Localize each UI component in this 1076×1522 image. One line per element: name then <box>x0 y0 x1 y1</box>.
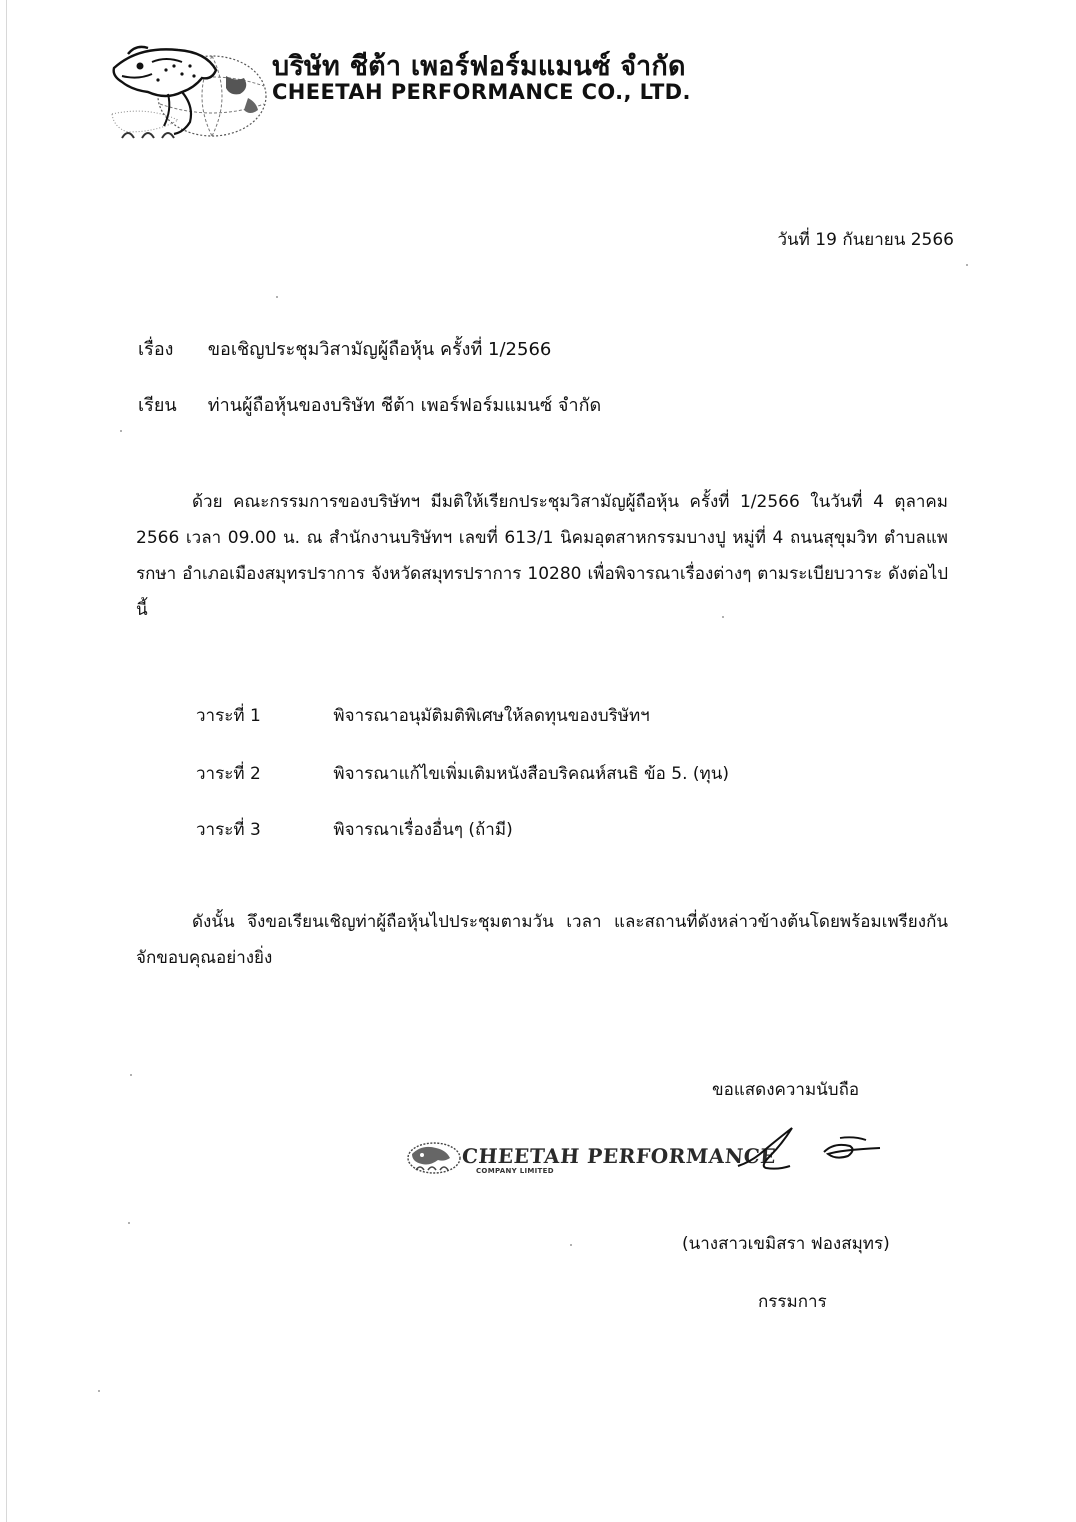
page-edge <box>6 0 7 1522</box>
subject-line <box>138 334 551 363</box>
cheetah-globe-logo-icon <box>108 36 268 140</box>
closing-salutation: ขอแสดงความนับถือ <box>712 1080 860 1100</box>
agenda-text: พิจารณาอนุมัติมติพิเศษให้ลดทุนของบริษัทฯ <box>333 706 650 726</box>
agenda-text: พิจารณาเรื่องอื่นๆ (ถ้ามี) <box>333 820 513 840</box>
subject-text: ขอเชิญประชุมวิสามัญผู้ถือหุ้น ครั้งที่ 1/2566 <box>207 339 552 360</box>
company-stamp-icon <box>404 1140 464 1176</box>
agenda-text: พิจารณาแก้ไขเพิ่มเติมหนังสือบริคณห์สนธิ ข้อ 5. (ทุน) <box>333 764 729 784</box>
stamp-company-subtitle: COMPANY LIMITED <box>476 1167 554 1175</box>
stamp-company-name: CHEETAH PERFORMANCE <box>461 1144 777 1168</box>
scan-speck <box>130 1074 132 1076</box>
scan-speck <box>276 296 278 298</box>
company-name-english: CHEETAH PERFORMANCE CO., LTD. <box>272 80 691 104</box>
scan-speck <box>570 1244 572 1246</box>
recipient-line <box>138 390 601 419</box>
recipient-text: ท่านผู้ถือหุ้นของบริษัท ชีต้า เพอร์ฟอร์มแมนซ์ จำกัด <box>207 395 602 416</box>
signer-position: กรรมการ <box>758 1292 827 1312</box>
scan-speck <box>120 430 122 432</box>
letter-date: วันที่ 19 กันยายน 2566 <box>777 230 954 250</box>
scan-speck <box>966 264 968 266</box>
body-paragraph-closing: ดังนั้น จึงขอเรียนเชิญท่าผู้ถือหุ้นไปประชุมตามวัน เวลา และสถานที่ดังหล่าวข้างต้นโดยพร้อมเพรียงกัน จักขอบคุณอย่างยิ่ง <box>136 912 948 968</box>
scan-speck <box>98 1390 100 1392</box>
agenda-item <box>196 816 513 843</box>
scan-speck <box>722 616 724 618</box>
agenda-item <box>196 702 650 729</box>
body-paragraph-invitation: ด้วย คณะกรรมการของบริษัทฯ มีมติให้เรียกประชุมวิสามัญผู้ถือหุ้น ครั้งที่ 1/2566 ในวันที่ 4 ตุลาคม 2566 เวลา 09.00 น. ณ สำนักงานบริษัทฯ เลขที่ 613/1 นิคมอุตสาหกรรมบางปู หมู่ที่ 4 ถนนสุขุมวิท ตำบลแพรกษา อำเภอเมืองสมุทรปราการ จังหวัดสมุทรปราการ 10280 เพื่อพิจารณาเรื่องต่างๆ ตามระเบียบวาระ ดังต่อไปนี้ <box>136 492 948 620</box>
agenda-number: วาระที่ 1 <box>196 706 261 726</box>
handwritten-signature-icon <box>730 1118 890 1178</box>
agenda-item <box>196 760 729 787</box>
recipient-label: เรียน <box>138 395 177 416</box>
scan-speck <box>128 1222 130 1224</box>
agenda-number: วาระที่ 3 <box>196 820 261 840</box>
subject-label: เรื่อง <box>138 339 174 360</box>
signer-name: (นางสาวเขมิสรา ฟองสมุทร) <box>682 1234 890 1254</box>
agenda-number: วาระที่ 2 <box>196 764 261 784</box>
company-name-thai: บริษัท ชีต้า เพอร์ฟอร์มแมนซ์ จำกัด <box>272 51 686 82</box>
